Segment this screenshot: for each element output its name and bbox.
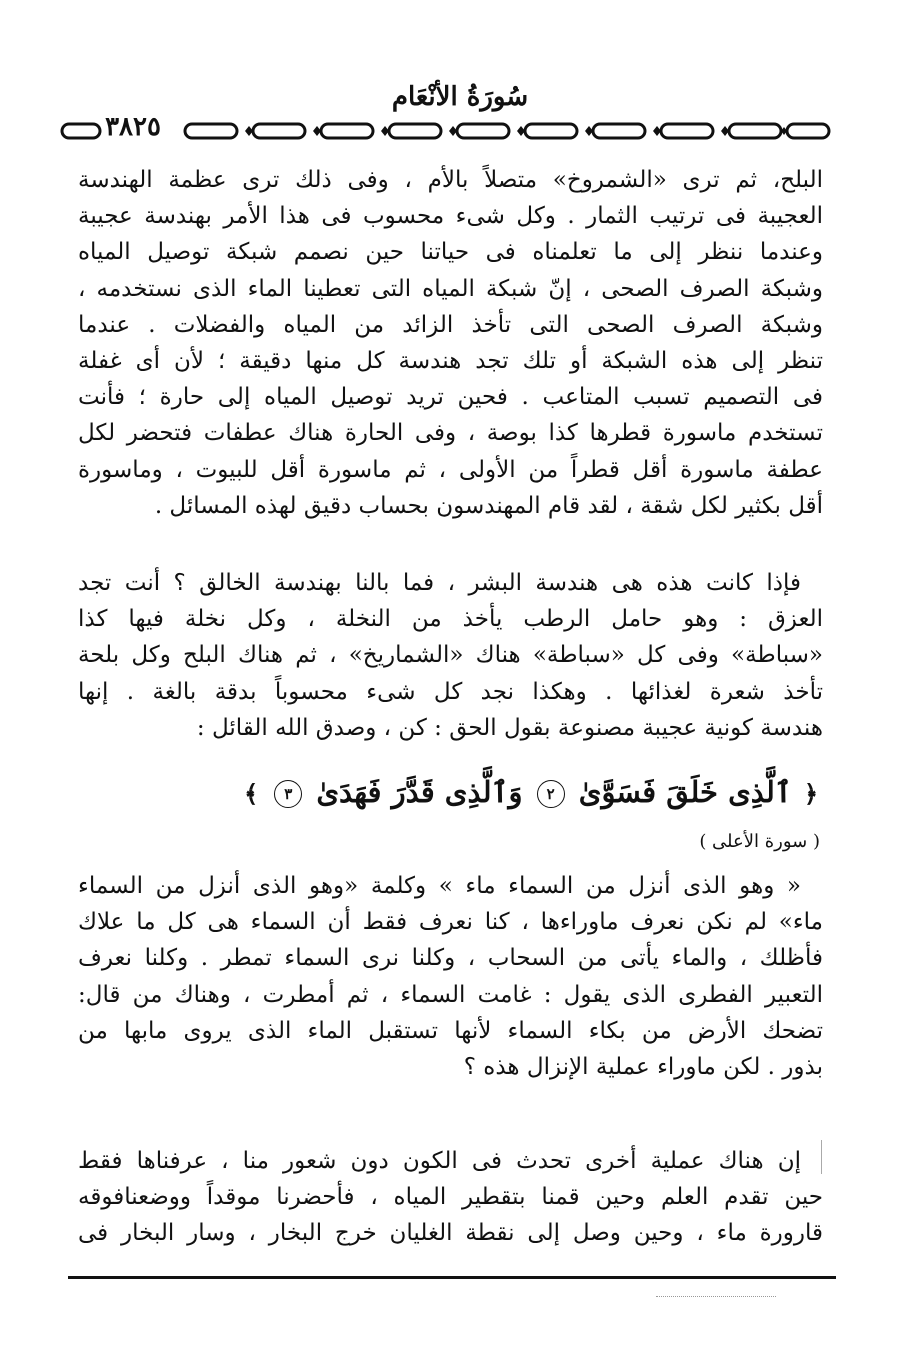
text-line: العزق : وهو حامل الرطب يأخذ من النخلة ، وكل نخلة فيها كذا bbox=[78, 606, 823, 633]
footer-rule bbox=[68, 1276, 836, 1279]
quran-verse bbox=[170, 772, 820, 814]
text-line: تنظر إلى هذه الشبكة أو تلك تجد هندسة كل منها دقيقة ؛ لأن أى غفلة bbox=[78, 348, 823, 375]
text-line: حين تقدم العلم وحين قمنا بتقطير المياه ، فأحضرنا موقداً ووضعنافوقه bbox=[78, 1184, 823, 1211]
text-line: تأخذ شعرة لغذائها . وهكذا نجد كل شىء محسوباً بدقة بالغة . إنها bbox=[78, 678, 823, 705]
verse-open-bracket: ﴿ bbox=[803, 779, 818, 808]
ayah-number-marker: ٢ bbox=[537, 780, 565, 808]
paragraph-1 bbox=[78, 162, 823, 524]
verse-part-2: وَٱلَّذِى قَدَّرَ فَهَدَىٰ bbox=[316, 775, 523, 809]
verse-part-1: ٱلَّذِى خَلَقَ فَسَوَّىٰ bbox=[578, 775, 792, 809]
text-line: إن هناك عملية أخرى تحدث فى الكون دون شعور منا ، عرفناها فقط bbox=[78, 1148, 801, 1174]
text-line: تستخدم ماسورة قطرها كذا بوصة ، وفى الحارة هناك عطفات فتحضر لكل bbox=[78, 420, 823, 447]
paragraph-2 bbox=[78, 565, 823, 746]
text-line: فإذا كانت هذه هى هندسة البشر ، فما بالنا بهندسة الخالق ؟ أنت تجد bbox=[78, 570, 801, 596]
text-line: فأظلك ، والماء يأتى من السحاب ، وكلنا نرى السماء تمطر . وكلنا نعرف bbox=[78, 945, 823, 972]
text-line: البلح، ثم ترى «الشمروخ» متصلاً بالأم ، وفى ذلك ترى عظمة الهندسة bbox=[78, 167, 823, 193]
paragraph-4 bbox=[78, 1143, 823, 1252]
surah-title: سُورَةُ الأنْعَام bbox=[391, 82, 529, 112]
text-line: أقل بكثير لكل شقة ، لقد قام المهندسون بحساب دقيق لهذه المسائل . bbox=[154, 492, 823, 519]
text-line: هندسة كونية عجيبة مصنوعة بقول الحق : كن ، وصدق الله القائل : bbox=[196, 714, 823, 741]
text-line: « وهو الذى أنزل من السماء ماء » وكلمة «وهو الذى أنزل من السماء bbox=[78, 873, 801, 899]
paragraph-3 bbox=[78, 868, 823, 1085]
text-line: وعندما ننظر إلى ما تعلمناه فى حياتنا حين نصمم شبكة توصيل المياه bbox=[78, 239, 823, 266]
text-line: ماء» لم نكن نعرف ماوراءها ، كنا نعرف فقط أن السماء هى كل ما علاك bbox=[78, 909, 823, 936]
text-line: تضحك الأرض من بكاء السماء لأنها تستقبل الماء الذى يروى مابها من bbox=[78, 1017, 823, 1044]
verse-close-bracket: ﴾ bbox=[244, 779, 259, 808]
text-line: فى التصميم تسبب المتاعب . فحين تريد توصيل المياه إلى حارة ؛ فأنت bbox=[78, 384, 823, 411]
scan-noise bbox=[656, 1296, 776, 1311]
text-line: قارورة ماء ، وحين وصل إلى نقطة الغليان خرج البخار ، وسار البخار فى bbox=[78, 1220, 823, 1247]
ayah-number-marker: ٣ bbox=[274, 780, 302, 808]
text-line: بذور . لكن ماوراء عملية الإنزال هذه ؟ bbox=[463, 1054, 823, 1081]
page-number: ٣٨٢٥ bbox=[105, 112, 161, 142]
text-line: «سباطة» وفى كل «سباطة» هناك «الشماريخ» ، ثم هناك البلح وكل بلحة bbox=[78, 642, 823, 669]
text-line: التعبير الفطرى الذى يقول : غامت السماء ، ثم أمطرت ، وهناك من قال: bbox=[78, 981, 823, 1008]
text-line: وشبكة الصرف الصحى التى تأخذ الزائد من المياه والفضلات . عندما bbox=[78, 311, 823, 338]
text-line: عطفة ماسورة أقل قطراً من الأولى ، ثم ماسورة أقل للبيوت ، وماسورة bbox=[78, 456, 823, 483]
text-line: العجيبة فى ترتيب الثمار . وكل شىء محسوب فى هذا الأمر بهندسة عجيبة bbox=[78, 203, 823, 230]
text-line: وشبكة الصرف الصحى ، إنّ شبكة المياه التى تعطينا الماء الذى نستخدمه ، bbox=[78, 275, 823, 302]
verse-reference: ( سورة الأعلى ) bbox=[699, 831, 820, 852]
